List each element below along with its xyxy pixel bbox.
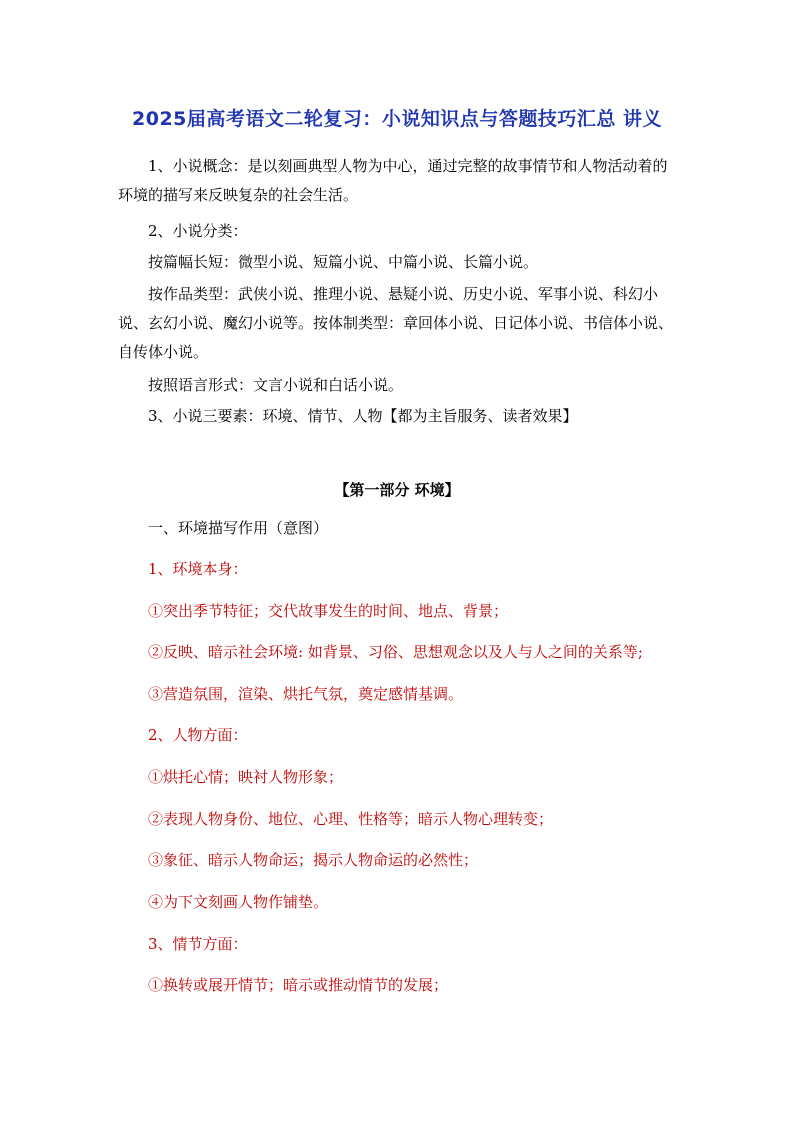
intro-by-language: 按照语言形式：文言小说和白话小说。 — [148, 376, 404, 394]
intro-three-elements: 3、小说三要素：环境、情节、人物【都为主旨服务、读者效果】 — [148, 407, 578, 425]
document-title: 2025届高考语文二轮复习：小说知识点与答题技巧汇总 讲义 — [132, 108, 662, 130]
env-heading: 1、环境本身： — [148, 560, 248, 578]
env-item-2: ②反映、暗示社会环境: 如背景、习俗、思想观念以及人与人之间的关系等; — [148, 643, 643, 661]
intro-concept: 1、小说概念：是以刻画典型人物为中心，通过完整的故事情节和人物活动着的环境的描写来反映复杂的社会生活。 — [118, 157, 668, 204]
person-item-1: ①烘托心情；映衬人物形象； — [148, 768, 344, 786]
person-item-3: ③象征、暗示人物命运；揭示人物命运的必然性； — [148, 851, 479, 869]
section-heading: 【第一部分 环境】 — [334, 481, 460, 499]
intro-by-length: 按篇幅长短：微型小说、短篇小说、中篇小说、长篇小说。 — [148, 253, 539, 271]
person-item-4: ④为下文刻画人物作铺垫。 — [148, 893, 329, 911]
person-item-2: ②表现人物身份、地位、心理、性格等；暗示人物心理转变； — [148, 810, 554, 828]
intro-classification: 2、小说分类： — [148, 222, 248, 240]
person-heading: 2、人物方面： — [148, 726, 248, 744]
intro-by-type: 按作品类型：武侠小说、推理小说、悬疑小说、历史小说、军事小说、科幻小说、玄幻小说、魔幻小说等。按体制类型：章回体小说、日记体小说、书信体小说、自传体小说。 — [118, 285, 674, 361]
sub-heading: 一、环境描写作用（意图） — [148, 519, 329, 537]
env-item-1: ①突出季节特征；交代故事发生的时间、地点、背景； — [148, 602, 509, 620]
env-item-3: ③营造氛围，渲染、烘托气氛，奠定感情基调。 — [148, 685, 464, 703]
plot-heading: 3、情节方面： — [148, 935, 248, 953]
plot-item-1: ①换转或展开情节；暗示或推动情节的发展； — [148, 976, 449, 994]
